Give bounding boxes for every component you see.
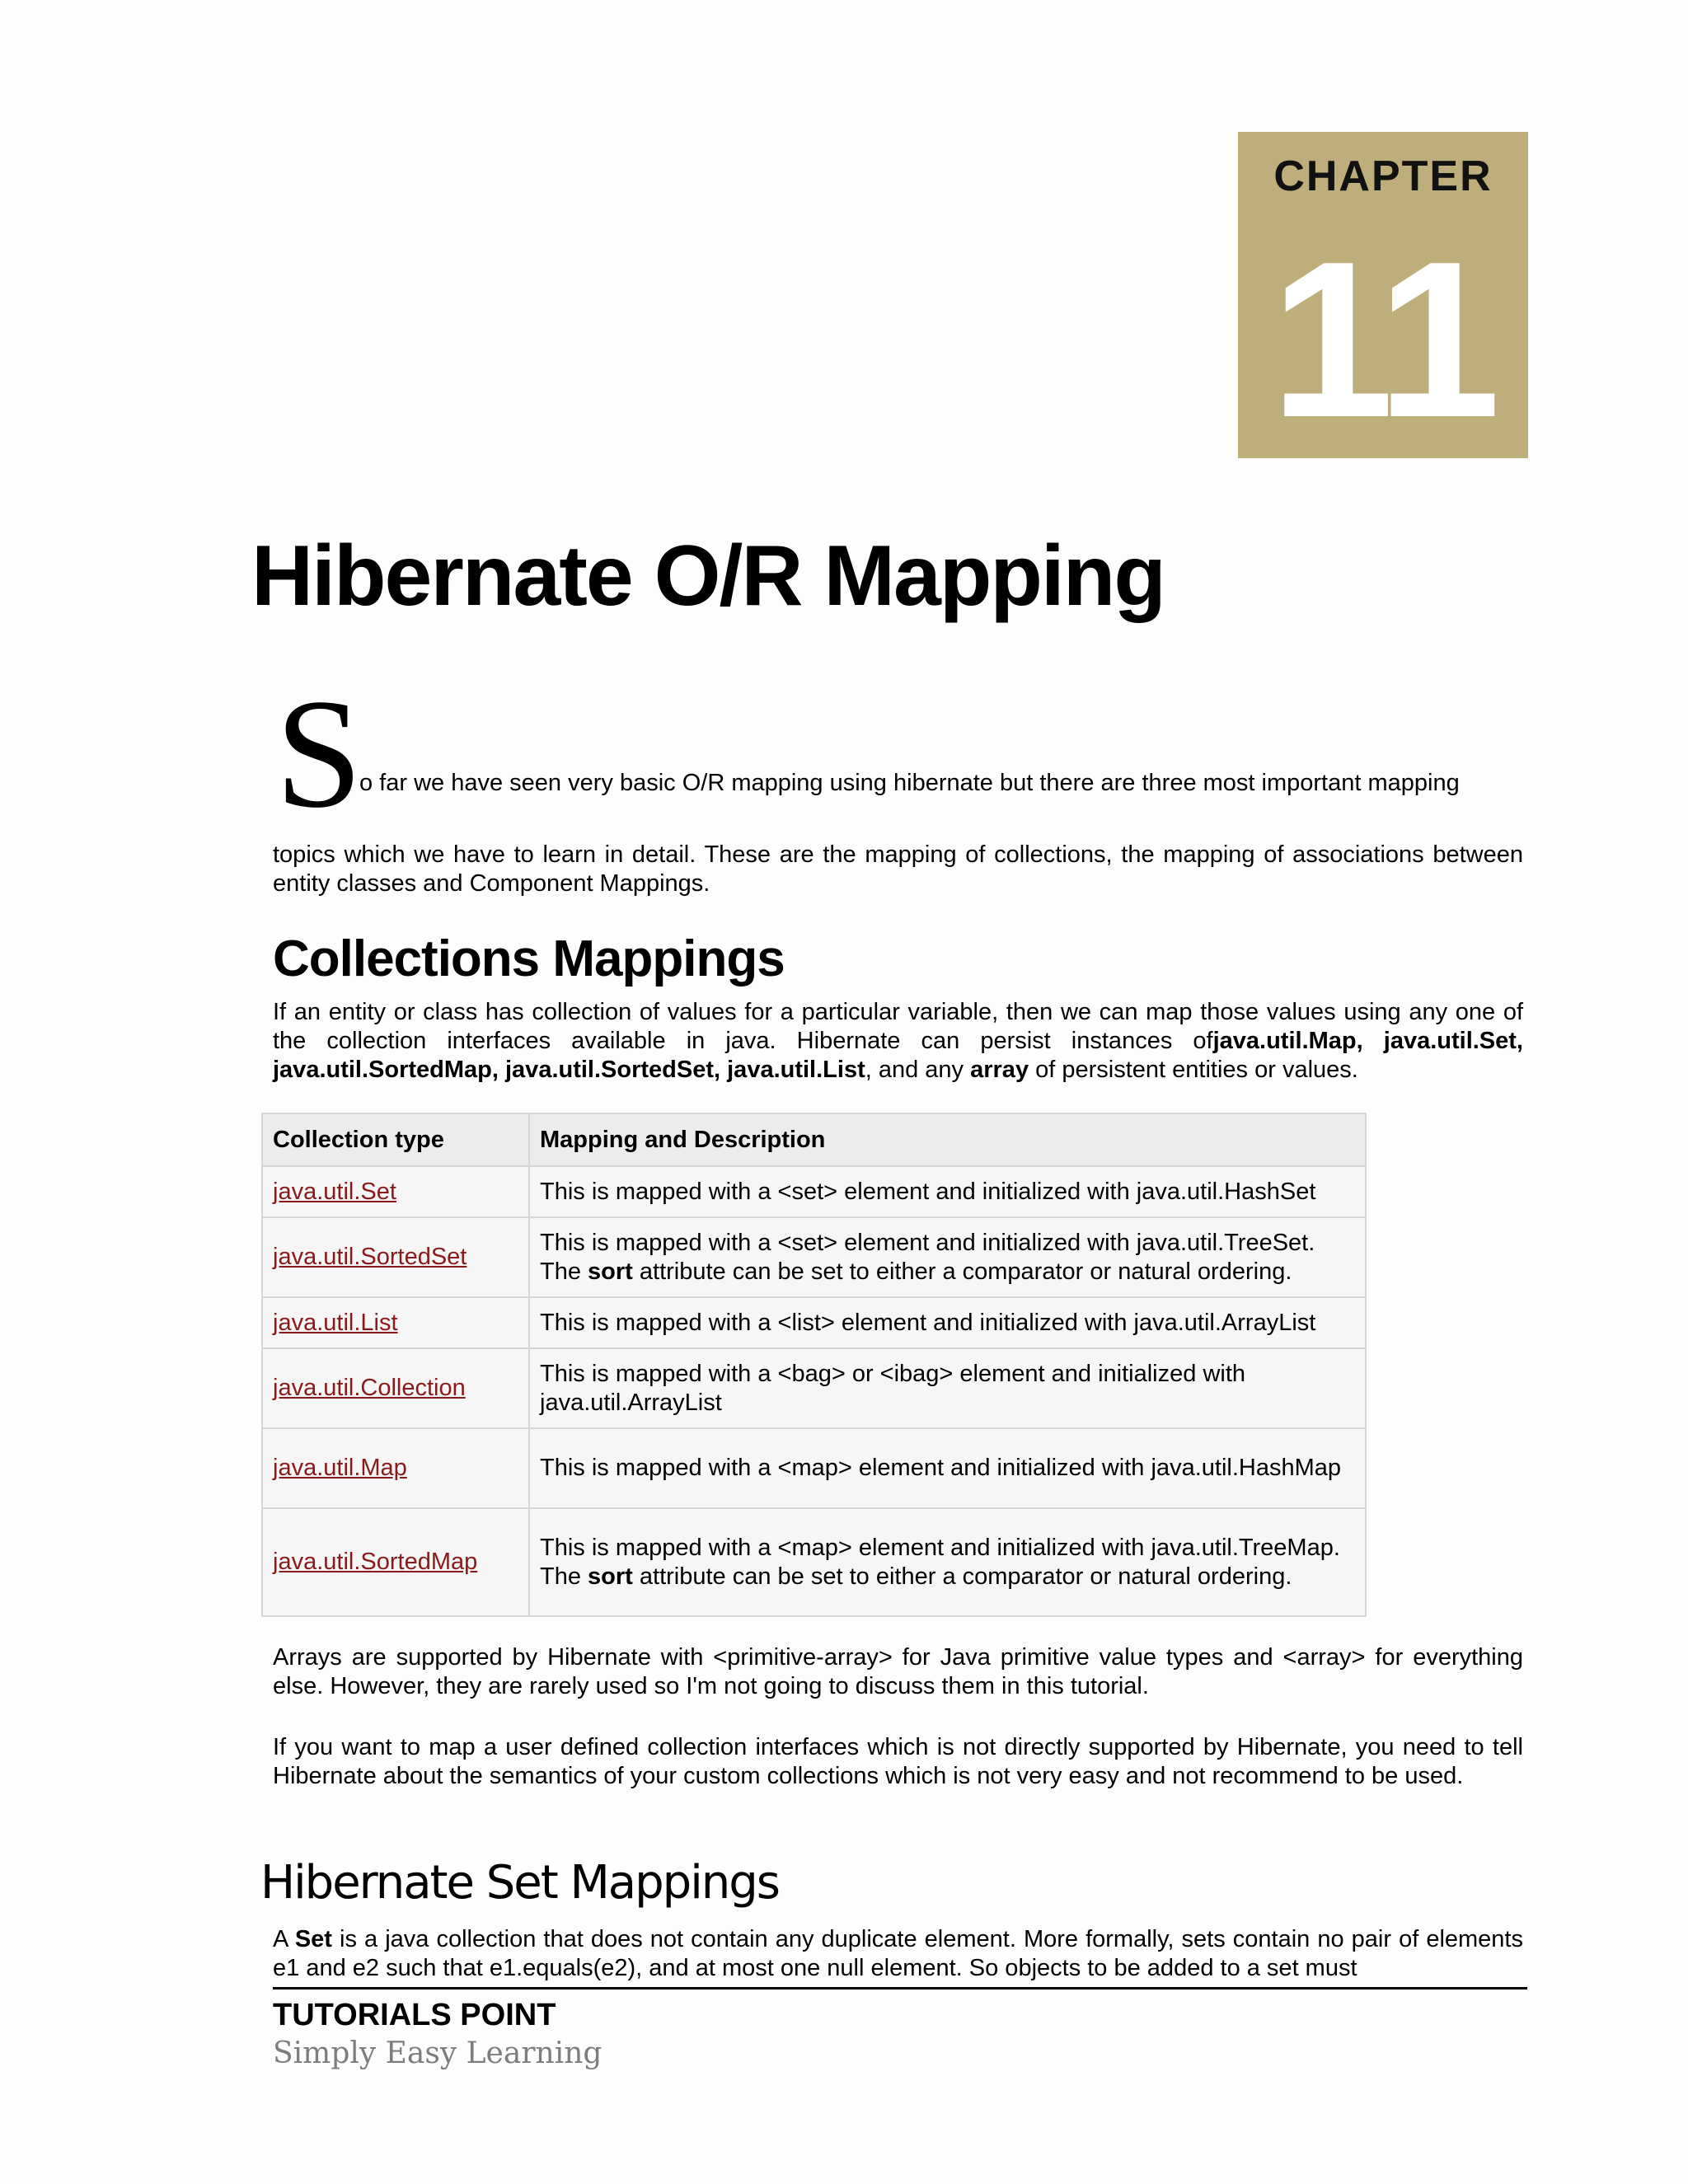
description-text: This is mapped with a <bag> or <ibag> element and initialized with java.util.ArrayList <box>540 1360 1246 1416</box>
set-text-1: A <box>273 1926 295 1952</box>
drop-cap: S <box>275 668 363 841</box>
description-text: This is mapped with a <set> element and initialized with java.util.TreeSet. The <box>540 1229 1315 1285</box>
collections-array-bold: array <box>970 1057 1029 1083</box>
collection-type-link[interactable]: java.util.Set <box>273 1178 396 1205</box>
table-row <box>262 1348 1366 1428</box>
description-text: This is mapped with a <map> element and initialized with java.util.TreeMap. The <box>540 1534 1340 1590</box>
collection-type-link[interactable]: java.util.Map <box>273 1455 407 1481</box>
chapter-number: 11 <box>1270 216 1496 464</box>
chapter-badge <box>1238 132 1528 464</box>
intro-first-line: o far we have seen very basic O/R mapping using hibernate but there are three most important mapping <box>359 770 1460 796</box>
collection-type-cell <box>262 1508 529 1616</box>
arrays-paragraph: Arrays are supported by Hibernate with <primitive-array> for Java primitive value types and <array> for everything else. However, they are rarely used so I'm not going to discuss them in this tutorial. <box>273 1644 1523 1699</box>
footer-tagline: Simply Easy Learning <box>273 2036 603 2070</box>
custom-collections-paragraph: If you want to map a user defined collection interfaces which is not directly supported by Hibernate, you need to tell Hibernate about the semantics of your custom collections which is not very easy and not recommend to be used. <box>273 1734 1523 1789</box>
description-text: This is mapped with a <set> element and initialized with java.util.HashSet <box>540 1178 1316 1205</box>
collections-text-2: , and any <box>865 1057 971 1083</box>
description-cell <box>529 1508 1366 1616</box>
table-row <box>262 1428 1366 1508</box>
intro-continuation: topics which we have to learn in detail. These are the mapping of collections, the mapping of associations between entity classes and Component Mappings. <box>273 841 1523 897</box>
description-cell <box>529 1348 1366 1428</box>
description-cell <box>529 1166 1366 1217</box>
collection-type-link[interactable]: java.util.Collection <box>273 1375 466 1401</box>
page-title: Hibernate O/R Mapping <box>251 528 1165 624</box>
description-cell <box>529 1217 1366 1297</box>
set-bold: Set <box>294 1926 332 1952</box>
description-cell <box>529 1297 1366 1348</box>
header-collection-type: Collection type <box>262 1113 529 1166</box>
table-row <box>262 1508 1366 1616</box>
chapter-label: CHAPTER <box>1273 152 1493 200</box>
collection-type-link[interactable]: java.util.SortedMap <box>273 1549 478 1575</box>
collection-type-cell <box>262 1217 529 1297</box>
table-header-row <box>262 1113 1366 1166</box>
set-text-2: is a java collection that does not contain any duplicate element. More formally, sets contain no pair of elements e1 and e2 such that e1.equals(e2), and at most one null element. So objects to be added to a set must <box>273 1926 1523 1981</box>
footer-brand: TUTORIALS POINT <box>273 1998 556 2032</box>
description-bold: sort <box>588 1563 633 1590</box>
collection-type-cell <box>262 1166 529 1217</box>
table-row <box>262 1297 1366 1348</box>
collections-heading: Collections Mappings <box>273 930 785 987</box>
description-text-tail: attribute can be set to either a comparator or natural ordering. <box>632 1258 1292 1285</box>
description-text: This is mapped with a <list> element and initialized with java.util.ArrayList <box>540 1309 1316 1336</box>
footer-divider <box>273 1987 1527 1990</box>
description-text-tail: attribute can be set to either a comparator or natural ordering. <box>632 1563 1292 1590</box>
table-row <box>262 1166 1366 1217</box>
collection-types-table <box>261 1113 1367 1617</box>
collection-type-link[interactable]: java.util.SortedSet <box>273 1244 467 1270</box>
collections-text-1: If an entity or class has collection of values for a particular variable, then we can map those values using any one of the collection interfaces available in java. Hibernate can persist instances of <box>273 999 1523 1054</box>
collection-type-cell <box>262 1348 529 1428</box>
description-cell <box>529 1428 1366 1508</box>
table-row <box>262 1217 1366 1297</box>
collections-paragraph <box>273 998 1523 1085</box>
header-mapping-description: Mapping and Description <box>529 1113 1366 1166</box>
description-bold: sort <box>588 1258 633 1285</box>
collection-type-cell <box>262 1428 529 1508</box>
set-mappings-heading: Hibernate Set Mappings <box>260 1856 779 1910</box>
description-text: This is mapped with a <map> element and initialized with java.util.HashMap <box>540 1455 1341 1481</box>
collection-type-link[interactable]: java.util.List <box>273 1309 398 1336</box>
collections-types-bold: java.util.Map, java.util.Set, java.util.SortedMap, java.util.SortedSet, java.util.List <box>273 1028 1523 1083</box>
collections-text-3: of persistent entities or values. <box>1029 1057 1358 1083</box>
set-mappings-paragraph <box>273 1925 1523 1983</box>
collection-type-cell <box>262 1297 529 1348</box>
